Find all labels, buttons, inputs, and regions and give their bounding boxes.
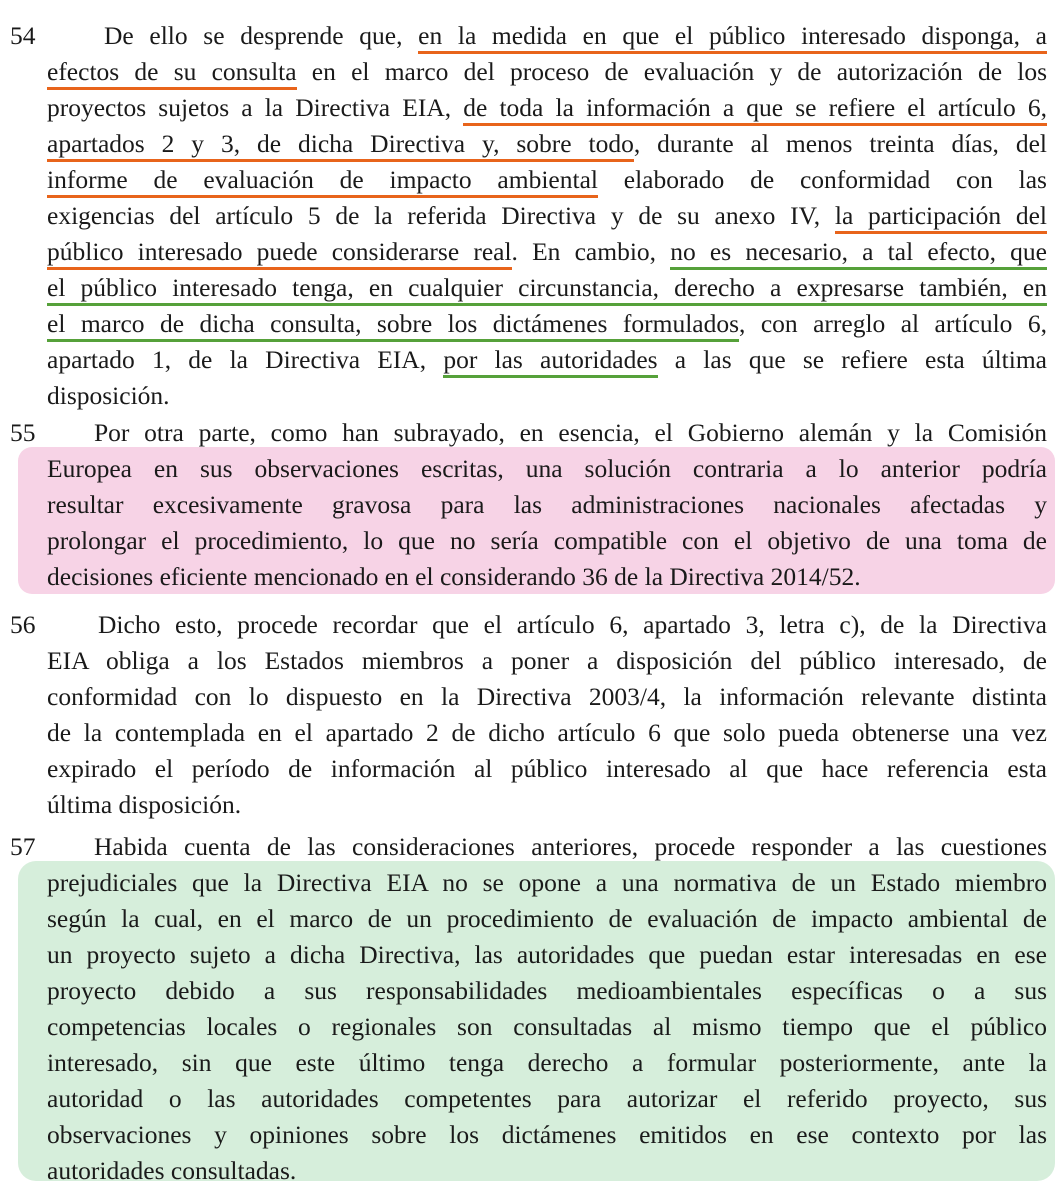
text-segment: , durante al menos treinta días, del (633, 129, 1047, 158)
orange-underlined-text: la participación del (835, 201, 1047, 234)
text-segment: autoridad o las autoridades competentes para autorizar el referido proyecto, sus (47, 1084, 1047, 1113)
text-line (98, 607, 1047, 643)
text-line (47, 198, 1047, 234)
text-segment: apartado 1, de la Directiva EIA, (47, 345, 444, 374)
text-line (94, 415, 1047, 451)
green-underlined-text: por las autoridades (443, 345, 657, 378)
text-line (47, 787, 1047, 823)
green-underlined-text: el público interesado tenga, en cualquier circunstancia, derecho a expresarse también, en (47, 273, 1047, 306)
text-segment: , con arreglo al artículo 6, (739, 309, 1047, 338)
text-segment: Por otra parte, como han subrayado, en esencia, el Gobierno alemán y la Comisión (94, 418, 1047, 447)
text-segment: proyectos sujetos a la Directiva EIA, (47, 93, 464, 122)
text-line (47, 342, 1047, 378)
text-segment: decisiones eficiente mencionado en el considerando 36 de la Directiva 2014/52. (47, 562, 861, 591)
text-line (104, 18, 1047, 54)
text-line (47, 679, 1047, 715)
paragraph-number: 56 (10, 610, 36, 639)
paragraph-number: 54 (10, 21, 36, 50)
text-segment: De ello se desprende que, (104, 21, 419, 50)
text-line (47, 937, 1047, 973)
text-segment: EIA obliga a los Estados miembros a poner a disposición del público interesado, de (47, 646, 1047, 675)
text-segment: última disposición. (47, 790, 242, 819)
paragraph-number: 57 (10, 832, 36, 861)
text-segment: expirado el período de información al público interesado al que hace referencia esta (47, 754, 1047, 783)
text-line (47, 270, 1047, 306)
text-line (47, 126, 1047, 162)
text-segment: conformidad con lo dispuesto en la Directiva 2003/4, la información relevante distinta (47, 682, 1047, 711)
green-underlined-text: no es necesario, a tal efecto, que (670, 237, 1047, 270)
text-line (47, 559, 1047, 595)
text-line (47, 751, 1047, 787)
text-line (47, 1045, 1047, 1081)
text-segment: observaciones y opiniones sobre los dictámenes emitidos en ese contexto por las (47, 1120, 1047, 1149)
text-line (47, 1081, 1047, 1117)
text-segment: competencias locales o regionales son consultadas al mismo tiempo que el público (47, 1012, 1047, 1041)
text-line (47, 1153, 1047, 1189)
text-segment: disposición. (47, 381, 170, 410)
text-segment: según la cual, en el marco de un procedimiento de evaluación de impacto ambiental de (47, 904, 1047, 933)
text-line (47, 865, 1047, 901)
text-line (47, 234, 1047, 270)
text-segment: resultar excesivamente gravosa para las administraciones nacionales afectadas y (47, 490, 1047, 519)
text-segment: autoridades consultadas. (47, 1156, 297, 1185)
text-segment: Habida cuenta de las consideraciones anteriores, procede responder a las cuestiones (94, 832, 1047, 861)
orange-underlined-text: apartados 2 y 3, de dicha Directiva y, sobre todo (47, 129, 634, 162)
text-line (94, 829, 1047, 865)
text-line (47, 973, 1047, 1009)
orange-underlined-text: de toda la información a que se refiere el artículo 6, (463, 93, 1047, 126)
text-segment: interesado, sin que este último tenga derecho a formular posteriormente, ante la (47, 1048, 1047, 1077)
green-underlined-text: el marco de dicha consulta, sobre los dictámenes formulados (47, 309, 739, 342)
text-segment: a las que se refiere esta última (657, 345, 1047, 374)
text-line (47, 451, 1047, 487)
text-segment: en el marco del proceso de evaluación y de autorización de los (296, 57, 1047, 86)
text-line (47, 901, 1047, 937)
text-segment: prejudiciales que la Directiva EIA no se opone a una normativa de un Estado miembro (47, 868, 1047, 897)
text-segment: proyecto debido a sus responsabilidades medioambientales específicas o a sus (47, 976, 1047, 1005)
text-segment: exigencias del artículo 5 de la referida Directiva y de su anexo IV, (47, 201, 835, 230)
text-line (47, 1117, 1047, 1153)
text-line (47, 90, 1047, 126)
text-segment: Europea en sus observaciones escritas, una solución contraria a lo anterior podría (47, 454, 1047, 483)
text-segment: elaborado de conformidad con las (597, 165, 1047, 194)
text-segment: prolongar el procedimiento, lo que no sería compatible con el objetivo de una toma de (47, 526, 1047, 555)
orange-underlined-text: efectos de su consulta (47, 57, 297, 90)
text-segment: Dicho esto, procede recordar que el artículo 6, apartado 3, letra c), de la Directiva (98, 610, 1047, 639)
text-line (47, 1009, 1047, 1045)
text-line (47, 643, 1047, 679)
orange-underlined-text: en la medida en que el público interesado disponga, a (418, 21, 1047, 54)
text-segment: . En cambio, (511, 237, 671, 266)
text-line (47, 715, 1047, 751)
paragraph-number: 55 (10, 418, 36, 447)
text-line (47, 306, 1047, 342)
text-segment: de la contemplada en el apartado 2 de dicho artículo 6 que solo pueda obtenerse una vez (47, 718, 1047, 747)
text-line (47, 162, 1047, 198)
text-line (47, 54, 1047, 90)
text-line (47, 378, 1047, 414)
text-line (47, 523, 1047, 559)
orange-underlined-text: público interesado puede considerarse real (47, 237, 512, 270)
orange-underlined-text: informe de evaluación de impacto ambiental (47, 165, 598, 198)
text-segment: un proyecto sujeto a dicha Directiva, las autoridades que puedan estar interesadas en ese (47, 940, 1047, 969)
text-line (47, 487, 1047, 523)
